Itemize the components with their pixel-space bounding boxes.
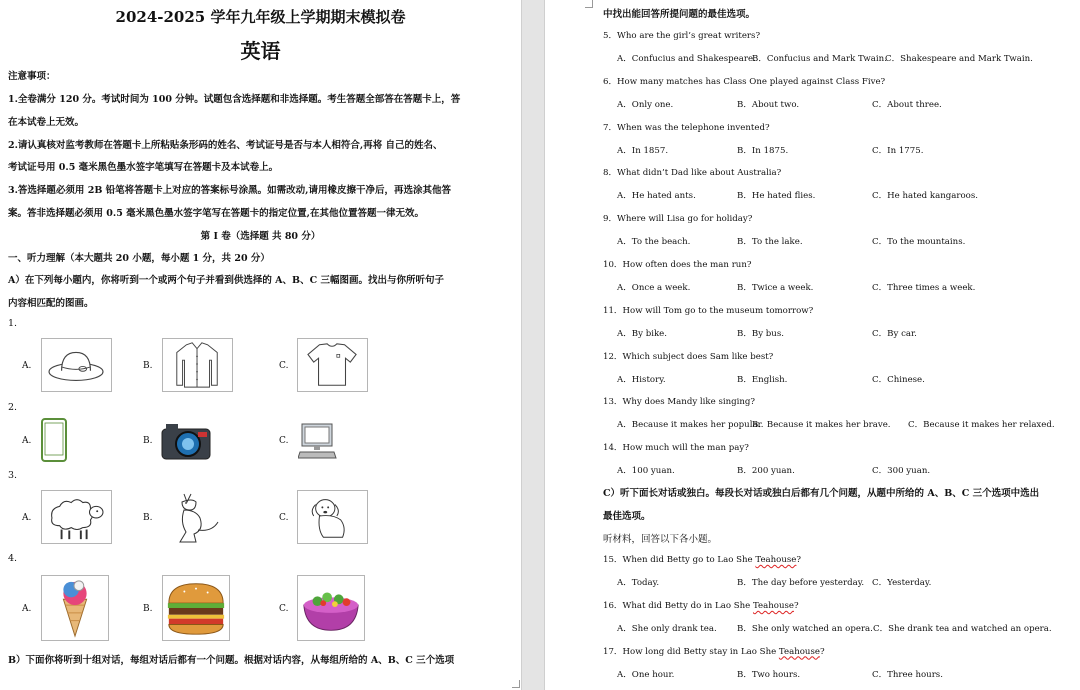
answer-option-b[interactable]: B．She only watched an opera. bbox=[737, 623, 873, 634]
answer-option-b[interactable]: B．English. bbox=[737, 374, 788, 385]
option-letter: C. bbox=[279, 513, 289, 523]
answer-option-b[interactable]: B．In 1875. bbox=[737, 145, 789, 156]
answer-option-c[interactable]: C．About three. bbox=[872, 99, 942, 110]
tshirt-icon[interactable] bbox=[297, 338, 368, 392]
notice-line: 3.答选择题必须用 2B 铅笔将答题卡上对应的答案标号涂黑。如需改动,请用橡皮擦干净后，再选涂其他答 bbox=[8, 185, 451, 196]
volume-heading: 第 I 卷（选择题 共 80 分） bbox=[200, 231, 321, 242]
dog-icon[interactable] bbox=[297, 490, 368, 544]
answer-option-c[interactable]: C．Three hours. bbox=[872, 669, 943, 680]
answer-option-a[interactable]: A．To the beach. bbox=[617, 237, 691, 248]
page-gap bbox=[521, 0, 545, 690]
exam-page-left bbox=[0, 0, 521, 690]
answer-option-b[interactable]: B．200 yuan. bbox=[737, 466, 795, 477]
answer-option-a[interactable]: A．Today. bbox=[617, 578, 660, 588]
notice-line: 在本试卷上无效。 bbox=[8, 117, 85, 128]
option-letter: C. bbox=[279, 361, 289, 371]
question-text: 10．How often does the man run? bbox=[603, 260, 752, 270]
computer-icon[interactable] bbox=[298, 422, 338, 460]
notice-heading: 注意事项： bbox=[8, 71, 56, 82]
question-text bbox=[603, 599, 799, 611]
ice-cream-icon[interactable] bbox=[41, 575, 109, 641]
part-a-instruction: 内容相匹配的图画。 bbox=[8, 298, 94, 309]
answer-option-b[interactable]: B．The day before yesterday. bbox=[737, 578, 865, 588]
question-text: 12．Which subject does Sam like best? bbox=[603, 351, 774, 362]
option-letter: A. bbox=[22, 361, 32, 371]
answer-option-b[interactable]: B．About two. bbox=[737, 99, 800, 110]
answer-option-c[interactable]: C．Because it makes her relaxed. bbox=[908, 420, 1055, 431]
answer-option-a[interactable]: A．History. bbox=[617, 374, 666, 385]
question-text: 7．When was the telephone invented? bbox=[603, 122, 770, 133]
part-b-instruction: B）下面你将听到十组对话，每组对话后都有一个问题。根据对话内容，从每组所给的 A、B、C 三个选项 bbox=[8, 655, 455, 666]
answer-option-b[interactable]: B．Confucius and Mark Twain. bbox=[752, 54, 887, 64]
answer-option-c[interactable]: C．She drank tea and watched an opera. bbox=[873, 623, 1052, 634]
option-letter: B. bbox=[143, 436, 153, 446]
question-text bbox=[603, 553, 801, 565]
notice-line: 案。答非选择题必须用 0.5 毫米黑色墨水签字笔写在答题卡的指定位置,在其他位置答题一律无效。 bbox=[8, 208, 424, 219]
question-text-end: ? bbox=[794, 600, 799, 611]
question-text: 8．What didn’t Dad like about Australia? bbox=[603, 168, 782, 179]
exam-title: 2024-2025 学年九年级上学期期末模拟卷 bbox=[115, 8, 406, 26]
question-number: 2. bbox=[8, 402, 18, 413]
question-text-end: ? bbox=[819, 646, 825, 657]
page-corner-mark bbox=[585, 0, 593, 8]
phone-icon[interactable] bbox=[41, 418, 67, 462]
question-text: 6．How many matches has Class One played against Class Five? bbox=[603, 76, 886, 87]
answer-option-c[interactable]: C．300 yuan. bbox=[872, 466, 931, 477]
answer-option-a[interactable]: A．By bike. bbox=[617, 328, 667, 339]
answer-option-c[interactable]: C．To the mountains. bbox=[872, 237, 966, 248]
part-c-instruction: 最佳选项。 bbox=[603, 511, 651, 522]
answer-option-c[interactable]: C．Shakespeare and Mark Twain. bbox=[885, 54, 1033, 64]
spellcheck-word: Teahouse bbox=[752, 600, 794, 611]
question-text: 9．Where will Lisa go for holiday? bbox=[603, 214, 753, 225]
hat-icon[interactable] bbox=[41, 338, 112, 392]
salad-icon[interactable] bbox=[297, 575, 365, 641]
answer-option-b[interactable]: B．He hated flies. bbox=[737, 191, 816, 202]
answer-option-a[interactable]: A．She only drank tea. bbox=[617, 623, 717, 634]
question-text: 11．How will Tom go to the museum tomorrow? bbox=[603, 305, 814, 316]
option-letter: C. bbox=[279, 436, 289, 446]
section-heading: 一、听力理解（本大题共 20 小题，每小题 1 分，共 20 分） bbox=[8, 253, 270, 264]
sheep-icon[interactable] bbox=[41, 490, 112, 544]
answer-option-b[interactable]: B．Twice a week. bbox=[737, 283, 814, 293]
question-text: 5．Who are the girl’s great writers? bbox=[603, 31, 761, 41]
question-text-start: 16．What did Betty do in Lao She bbox=[603, 600, 753, 611]
answer-option-c[interactable]: C．Three times a week. bbox=[872, 283, 976, 293]
material-instruction: 听材料，回答以下各小题。 bbox=[603, 534, 718, 545]
question-text: 14．How much will the man pay? bbox=[603, 443, 749, 454]
answer-option-a[interactable]: A．100 yuan. bbox=[617, 466, 675, 477]
answer-option-a[interactable]: A．Confucius and Shakespeare. bbox=[617, 54, 756, 64]
question-text bbox=[603, 645, 825, 657]
notice-line: 2.请认真核对监考教师在答题卡上所粘贴条形码的姓名、考试证号是否与本人相符合,再将 自己的姓名、 bbox=[8, 140, 443, 151]
option-letter: C. bbox=[279, 604, 289, 614]
exam-subject: 英语 bbox=[240, 39, 281, 63]
option-letter: B. bbox=[143, 604, 153, 614]
answer-option-c[interactable]: C．By car. bbox=[872, 328, 917, 339]
question-text: 13．Why does Mandy like singing? bbox=[603, 397, 756, 408]
option-letter: A. bbox=[22, 513, 32, 523]
part-c-instruction: C）听下面长对话或独白。每段长对话或独白后都有几个问题，从题中所给的 A、B、C 三个选项中选出 bbox=[603, 488, 1040, 499]
answer-option-b[interactable]: B．Two hours. bbox=[737, 669, 801, 680]
page-corner-mark bbox=[512, 680, 520, 688]
answer-option-c[interactable]: C．Yesterday. bbox=[872, 578, 932, 588]
hamburger-icon[interactable] bbox=[162, 575, 230, 641]
answer-option-b[interactable]: B．Because it makes her brave. bbox=[752, 420, 891, 431]
notice-line: 考试证号用 0.5 毫米黑色墨水签字笔填写在答题卡及本试卷上。 bbox=[8, 162, 279, 173]
answer-option-b[interactable]: B．To the lake. bbox=[737, 237, 803, 248]
question-number: 1. bbox=[8, 318, 18, 329]
camera-icon[interactable] bbox=[160, 420, 212, 462]
exam-page-right bbox=[545, 0, 1080, 690]
notice-line: 1.全卷满分 120 分。考试时间为 100 分钟。试题包含选择题和非选择题。考生答题全部答在答题卡上，答 bbox=[8, 94, 461, 105]
question-text-start: 17．How long did Betty stay in Lao She bbox=[603, 646, 779, 657]
answer-option-a[interactable]: A．In 1857. bbox=[617, 145, 669, 156]
question-text-end: ? bbox=[796, 555, 801, 565]
part-b-instruction-continued: 中找出能回答所提问题的最佳选项。 bbox=[603, 9, 756, 20]
question-number: 4. bbox=[8, 553, 18, 564]
spellcheck-word: Teahouse bbox=[755, 555, 797, 565]
answer-option-a[interactable]: A．Only one. bbox=[617, 99, 674, 110]
answer-option-b[interactable]: B．By bus. bbox=[737, 328, 784, 339]
question-text-start: 15．When did Betty go to Lao She bbox=[603, 555, 756, 565]
answer-option-a[interactable]: A．Because it makes her popular. bbox=[617, 420, 764, 431]
part-a-instruction: A）在下列每小题内，你将听到一个或两个句子并看到供选择的 A、B、C 三幅图画。找出与你所听句子 bbox=[8, 275, 444, 286]
answer-option-a[interactable]: A．One hour. bbox=[617, 669, 675, 680]
spellcheck-word: Teahouse bbox=[778, 646, 820, 657]
option-letter: A. bbox=[22, 604, 32, 614]
shirt-icon[interactable] bbox=[162, 338, 233, 392]
answer-option-c[interactable]: C．In 1775. bbox=[872, 145, 924, 156]
answer-option-c[interactable]: C．He hated kangaroos. bbox=[872, 191, 978, 202]
option-letter: B. bbox=[143, 513, 153, 523]
answer-option-a[interactable]: A．He hated ants. bbox=[617, 191, 696, 202]
question-number: 3. bbox=[8, 470, 18, 481]
option-letter: A. bbox=[22, 436, 32, 446]
answer-option-a[interactable]: A．Once a week. bbox=[617, 283, 691, 293]
option-letter: B. bbox=[143, 361, 153, 371]
answer-option-c[interactable]: C．Chinese. bbox=[872, 374, 925, 385]
kangaroo-icon[interactable] bbox=[170, 490, 220, 546]
